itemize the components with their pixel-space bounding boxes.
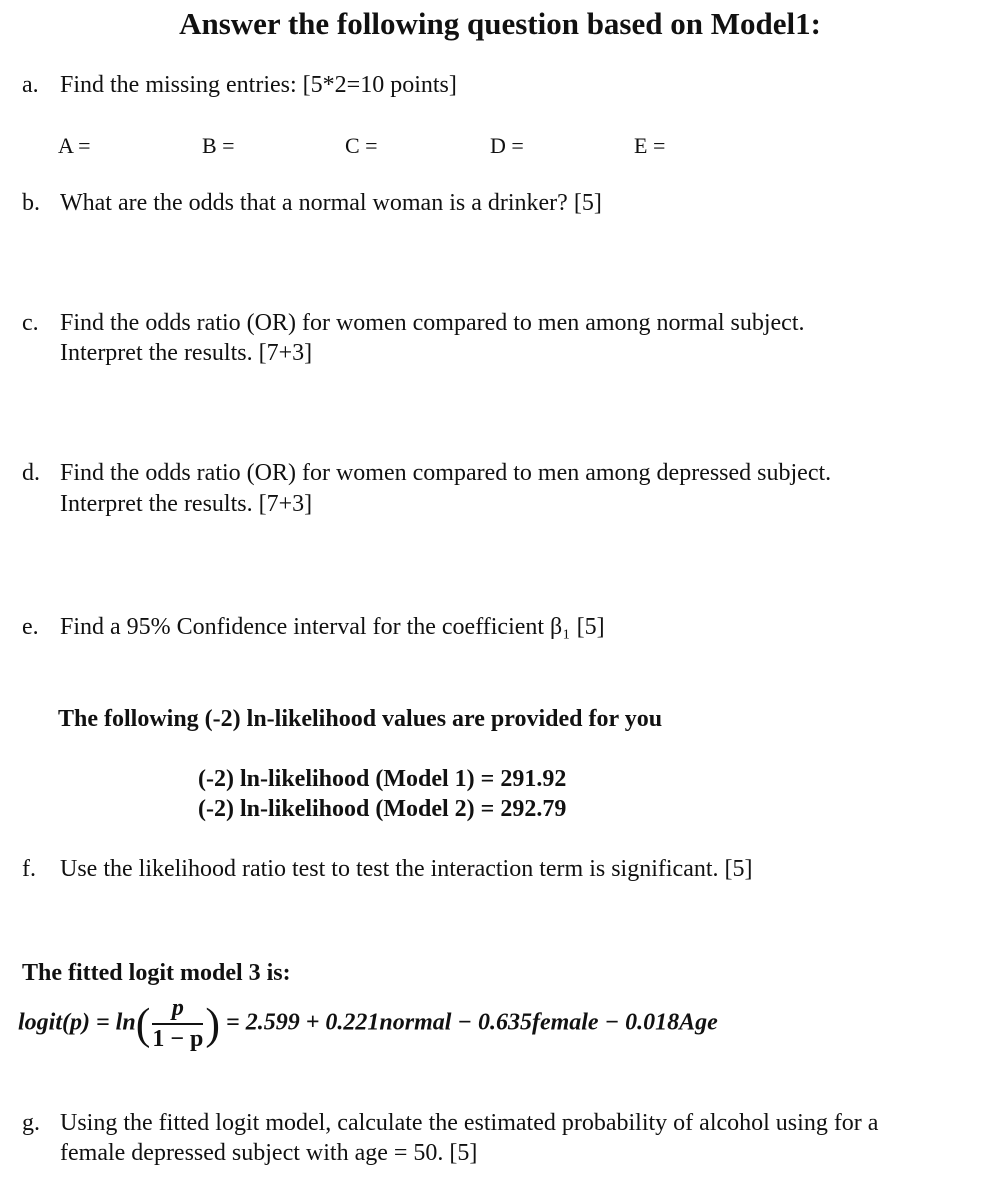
entry-c: C =: [345, 133, 378, 158]
question-g-line1: Using the fitted logit model, calculate the estimated probability of alcohol using for a: [60, 1110, 879, 1136]
question-d-label: d.: [22, 460, 40, 486]
question-b-label: b.: [22, 190, 40, 216]
page-title: Answer the following question based on Model1:: [179, 6, 821, 41]
question-f-label: f.: [22, 856, 36, 882]
likelihood-model1: (-2) ln-likelihood (Model 1) = 291.92: [198, 766, 567, 792]
question-g-line2: female depressed subject with age = 50. [5]: [60, 1140, 478, 1166]
question-c-label: c.: [22, 310, 39, 336]
entry-a: A =: [58, 133, 91, 158]
question-g: [22, 1110, 982, 1172]
question-d: [22, 460, 982, 522]
question-a-label: a.: [22, 72, 39, 98]
question-c: [22, 310, 962, 372]
logit-equation: [18, 995, 718, 1067]
question-f: [22, 856, 922, 886]
entry-d: D =: [490, 133, 524, 158]
right-paren: ): [205, 999, 221, 1049]
fraction-denominator: 1 − p: [152, 1026, 204, 1052]
question-a-text: Find the missing entries: [5*2=10 points]: [60, 72, 457, 98]
likelihood-model2: (-2) ln-likelihood (Model 2) = 292.79: [198, 796, 567, 822]
question-b-text: What are the odds that a normal woman is a drinker? [5]: [60, 190, 602, 216]
entry-e: E =: [634, 133, 666, 158]
left-paren: (: [135, 999, 151, 1049]
likelihood-heading: The following (-2) ln-likelihood values are provided for you: [58, 706, 663, 732]
entry-b: B =: [202, 133, 235, 158]
question-f-text: Use the likelihood ratio test to test the interaction term is significant. [5]: [60, 856, 753, 882]
question-g-label: g.: [22, 1110, 40, 1136]
question-c-line2: Interpret the results. [7+3]: [60, 340, 313, 366]
fraction: [152, 995, 203, 1053]
question-e-text: Find a 95% Confidence interval for the coefficient β₁ [5]: [60, 614, 605, 640]
question-d-line2: Interpret the results. [7+3]: [60, 491, 313, 517]
fraction-numerator: p: [152, 995, 203, 1025]
model3-heading: The fitted logit model 3 is:: [22, 960, 291, 986]
question-d-line1: Find the odds ratio (OR) for women compared to men among depressed subject.: [60, 460, 832, 486]
question-c-line1: Find the odds ratio (OR) for women compared to men among normal subject.: [60, 310, 805, 336]
question-b: [22, 190, 922, 220]
equation-rhs: = 2.599 + 0.221normal − 0.635female − 0.018Age: [226, 1009, 718, 1036]
question-e-label: e.: [22, 614, 39, 640]
question-a: [22, 72, 922, 102]
question-e: [22, 614, 922, 644]
equation-lhs: logit(p) = ln: [18, 1009, 136, 1036]
